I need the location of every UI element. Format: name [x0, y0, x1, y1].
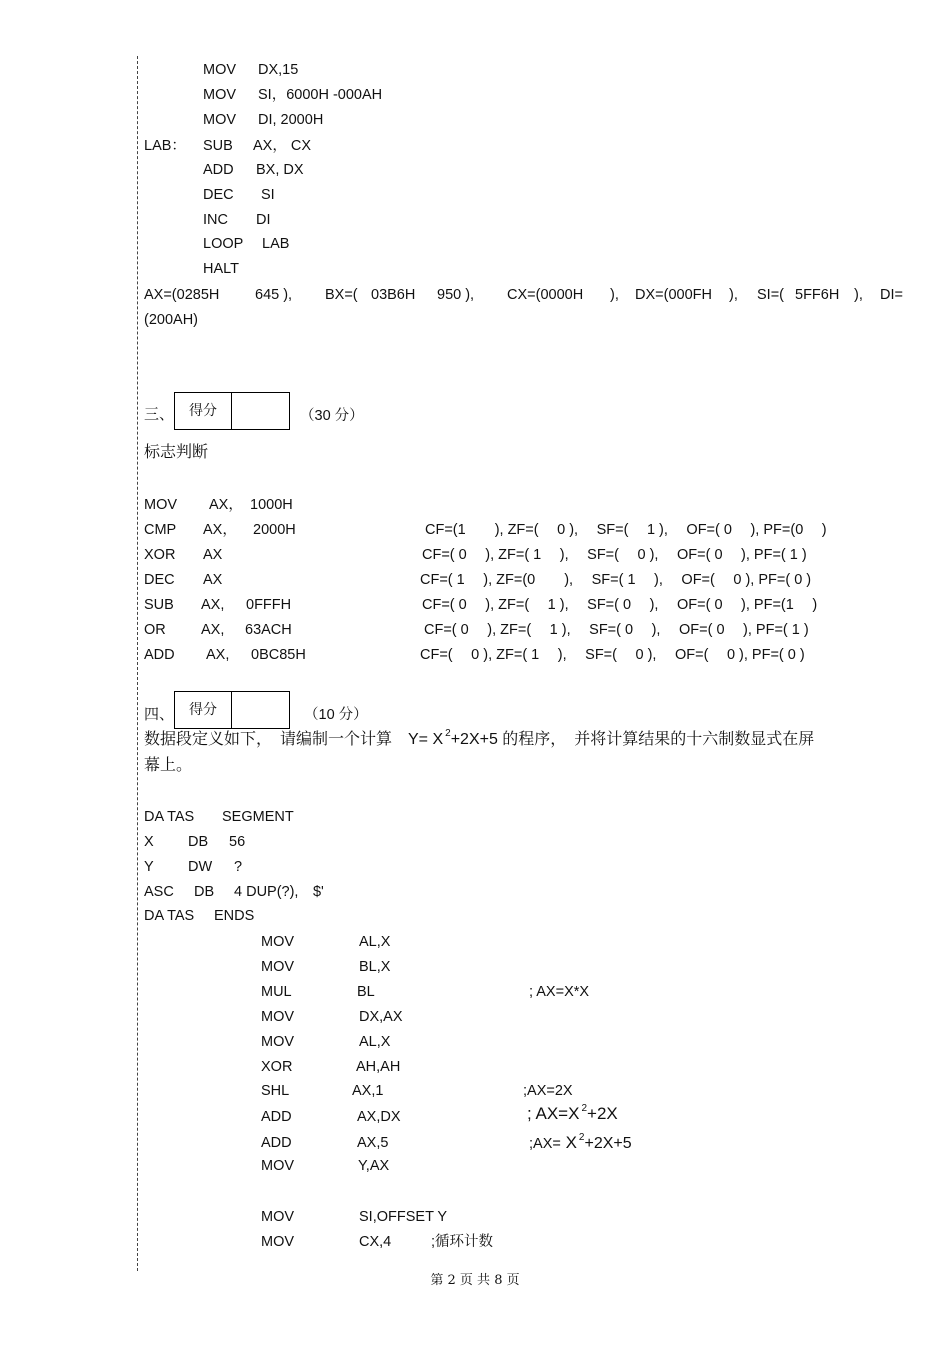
comment: ;循环计数	[431, 1234, 494, 1250]
opcode: MOV	[261, 1234, 295, 1250]
flag-result: CF=( 0 ), ZF=( 1 ), SF=( 0 ), OF=( 0 ), PF=( 1 )	[422, 547, 807, 563]
code-line	[261, 983, 761, 1001]
flag-result: CF=( 0 ), ZF=( 1 ), SF=( 0 ), OF=( 0 ), PF=( 0 )	[420, 647, 805, 663]
section-number: 三、	[144, 406, 175, 423]
operand: AX，	[209, 497, 243, 513]
directive: DB	[194, 884, 215, 900]
operands: DI, 2000H	[258, 112, 324, 128]
page-footer: 第 2 页 共 8 页	[430, 1273, 520, 1288]
opcode: CMP	[144, 522, 177, 538]
operands: AX,5	[357, 1135, 389, 1151]
code-line	[261, 1008, 761, 1026]
task-description	[144, 729, 814, 753]
label: DA TAS	[144, 908, 195, 924]
comment	[529, 1134, 632, 1155]
opcode: INC	[203, 212, 228, 228]
opcode: SHL	[261, 1083, 290, 1099]
opcode: OR	[144, 622, 166, 638]
flag-row	[144, 521, 904, 539]
score-box	[174, 392, 290, 430]
result-part: DX=(000FH	[635, 287, 712, 303]
code-line	[261, 1233, 761, 1251]
comment-text: ;AX=	[529, 1136, 561, 1152]
operands: AX,1	[352, 1083, 384, 1099]
comment-text: ; AX=X	[527, 1104, 580, 1123]
code-line	[203, 211, 271, 229]
flag-row	[144, 646, 904, 664]
operand: 2000H	[253, 522, 296, 538]
register-results	[144, 286, 904, 304]
operand: AX	[203, 572, 223, 588]
operands: DX,AX	[359, 1009, 403, 1025]
operands: AX,DX	[357, 1109, 401, 1125]
result-part: CX=(0000H	[507, 287, 584, 303]
opcode: DEC	[203, 187, 234, 203]
code-line	[203, 86, 383, 104]
operands: BL	[357, 984, 375, 1000]
opcode: DEC	[144, 572, 175, 588]
comment-text: +2X	[587, 1104, 618, 1123]
label: ASC	[144, 884, 174, 900]
operand: 63ACH	[245, 622, 292, 638]
opcode: SUB	[144, 597, 174, 613]
operands: LAB	[262, 236, 290, 252]
comment-text: +2X+5	[584, 1135, 632, 1152]
comment: ; AX=X*X	[529, 984, 590, 1000]
code-line	[261, 1033, 761, 1051]
result-part: 03B6H	[371, 287, 416, 303]
superscript: 2	[581, 1103, 588, 1114]
operands: SI	[261, 187, 275, 203]
data-seg-line	[144, 833, 544, 851]
operands: DX,15	[258, 62, 299, 78]
code-line	[203, 111, 324, 129]
value: 4 DUP(?), $'	[234, 884, 324, 900]
opcode: MOV	[261, 1009, 295, 1025]
directive: DB	[188, 834, 209, 850]
section-number: 四、	[144, 706, 175, 723]
operands: AH,AH	[356, 1059, 401, 1075]
value: 56	[229, 834, 246, 850]
code-line	[203, 260, 239, 278]
operands: BX, DX	[256, 162, 304, 178]
score-label: 得分	[175, 692, 232, 728]
superscript: 2	[445, 728, 451, 739]
result-part: BX=(	[325, 287, 358, 303]
comment	[527, 1105, 618, 1126]
section-title: 标志判断	[144, 444, 209, 461]
operand: 1000H	[250, 497, 293, 513]
opcode: ADD	[144, 647, 175, 663]
code-line	[261, 958, 761, 976]
opcode: MOV	[203, 87, 237, 103]
register-results-cont: (200AH)	[144, 312, 198, 328]
comment: ;AX=2X	[523, 1083, 573, 1099]
operands: CX,4	[359, 1234, 392, 1250]
flag-result: CF=( 0 ), ZF=( 1 ), SF=( 0 ), OF=( 0 ), PF=( 1 )	[424, 622, 809, 638]
operands: AL,X	[359, 934, 391, 950]
desc-text: +2X+5 的程序， 并将计算结果的十六制数显式在屏	[450, 731, 815, 748]
operand: AX,	[201, 597, 225, 613]
opcode: MOV	[261, 934, 295, 950]
opcode: MOV	[203, 112, 237, 128]
result-part: AX=(0285H	[144, 287, 220, 303]
opcode: MOV	[144, 497, 178, 513]
opcode: MOV	[261, 1209, 295, 1225]
score-box	[174, 691, 290, 729]
result-part: ),	[854, 287, 863, 303]
opcode: MUL	[261, 984, 292, 1000]
opcode: MOV	[261, 959, 295, 975]
code-line	[261, 933, 761, 951]
operands: AL,X	[359, 1034, 391, 1050]
operand: AX，	[203, 522, 237, 538]
desc-text: 数据段定义如下， 请编制一个计算 Y= X	[144, 731, 444, 748]
code-line	[261, 1208, 761, 1226]
flag-row	[144, 496, 904, 514]
result-part: 645 ),	[255, 287, 293, 303]
opcode: ADD	[261, 1109, 292, 1125]
data-seg-line	[144, 858, 544, 876]
operands: Y,AX	[358, 1158, 390, 1174]
flag-row	[144, 571, 904, 589]
operands: SI，6000H -000AH	[258, 87, 383, 103]
label: Y	[144, 859, 154, 875]
code-line	[203, 186, 275, 204]
operand: AX,	[206, 647, 230, 663]
opcode: ADD	[203, 162, 234, 178]
directive: ENDS	[214, 908, 255, 924]
operands: AX， CX	[253, 138, 312, 154]
result-part: 950 ),	[437, 287, 475, 303]
lab-label: LAB：	[144, 138, 186, 154]
code-line	[203, 137, 312, 155]
opcode: HALT	[203, 261, 239, 277]
data-seg-line	[144, 883, 544, 901]
value: ?	[234, 859, 243, 875]
opcode: MOV	[203, 62, 237, 78]
directive: SEGMENT	[222, 809, 294, 825]
section-points: （10 分）	[304, 707, 368, 723]
operands: DI	[256, 212, 271, 228]
result-part: SI=(	[757, 287, 784, 303]
comment-text: X	[560, 1133, 577, 1152]
code-line	[261, 1134, 761, 1156]
opcode: ADD	[261, 1135, 292, 1151]
task-description-cont: 幕上。	[144, 757, 193, 774]
operands: SI,OFFSET Y	[359, 1209, 448, 1225]
opcode: XOR	[144, 547, 176, 563]
code-line	[261, 1103, 761, 1130]
flag-row	[144, 596, 904, 614]
data-seg-line	[144, 808, 544, 826]
code-line	[261, 1058, 761, 1076]
flag-row	[144, 546, 904, 564]
opcode: LOOP	[203, 236, 244, 252]
score-label: 得分	[175, 393, 232, 429]
operand: 0FFFH	[246, 597, 292, 613]
binding-margin-line	[137, 56, 138, 1271]
opcode: MOV	[261, 1034, 295, 1050]
result-part: DI=	[880, 287, 903, 303]
flag-row	[144, 621, 904, 639]
label: DA TAS	[144, 809, 195, 825]
section-points: （30 分）	[300, 408, 364, 424]
data-seg-line	[144, 907, 544, 925]
opcode: MOV	[261, 1158, 295, 1174]
result-part: ),	[729, 287, 738, 303]
operand: 0BC85H	[251, 647, 306, 663]
operand: AX,	[201, 622, 225, 638]
opcode: SUB	[203, 138, 233, 154]
operands: BL,X	[359, 959, 391, 975]
code-line	[203, 161, 304, 179]
opcode: XOR	[261, 1059, 293, 1075]
label: X	[144, 834, 154, 850]
code-line	[203, 61, 299, 79]
superscript: 2	[578, 1132, 585, 1143]
directive: DW	[188, 859, 213, 875]
flag-result: CF=(1 ), ZF=( 0 ), SF=( 1 ), OF=( 0 ), PF=(0 )	[425, 522, 827, 538]
flag-result: CF=( 1 ), ZF=(0 ), SF=( 1 ), OF=( 0 ), PF=( 0 )	[420, 572, 812, 588]
flag-result: CF=( 0 ), ZF=( 1 ), SF=( 0 ), OF=( 0 ), PF=(1 )	[422, 597, 818, 613]
code-line	[203, 235, 290, 253]
result-part: 5FF6H	[795, 287, 840, 303]
code-line	[261, 1157, 761, 1175]
result-part: ),	[610, 287, 619, 303]
code-line	[261, 1082, 761, 1100]
operand: AX	[203, 547, 223, 563]
